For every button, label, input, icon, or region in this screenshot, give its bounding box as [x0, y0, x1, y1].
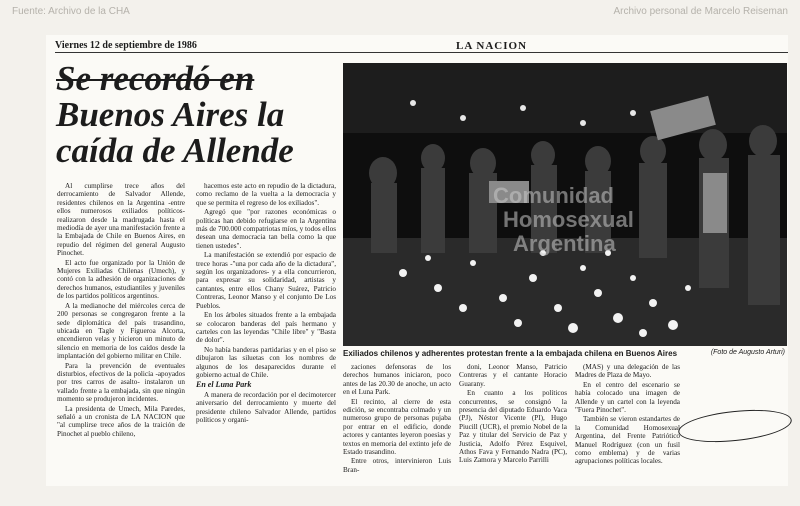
masthead-rule	[55, 52, 788, 53]
paragraph: A la medianoche del miércoles cerca de 200 personas se congregaron frente a la sede diplomática del país trasandino, ubicada en Tagle y Figueroa Alcorta, encendieron velas y hicieron un minuto de silencio en memoria de los caídos desde la implantación del gobierno militar en Chile.	[57, 301, 185, 361]
paragraph: Agregó que "por razones económicas o políticas han debido refugiarse en la Argentina más de 700.000 compatriotas míos, y todos ellos desean una democracia tan bella como la que tienen ustedes".	[196, 208, 336, 250]
paragraph: Al cumplirse trece años del derrocamiento de Salvador Allende, residentes chilenos en la Argentina -entre ellos numerosos exiliados políticos- realizaron desde la madrugada hasta el mediodía de ayer una manifestación frente a la Embajada de Chile en Buenos Aires, en repudio del régimen del general Augusto Pinochet.	[57, 182, 185, 258]
highlight-circle	[677, 405, 794, 447]
headline-line: caída de Allende	[56, 131, 294, 170]
headline-line: Buenos Aires la	[56, 95, 285, 134]
newspaper-name: LA NACION	[456, 40, 528, 52]
masthead-date: Viernes 12 de septiembre de 1986	[55, 40, 197, 51]
newspaper-clipping	[46, 35, 788, 486]
paragraph: (MAS) y una delegación de las Madres de Plaza de Mayo.	[575, 363, 680, 380]
article-column	[459, 363, 567, 466]
paragraph: En cuanto a los políticos concurrentes, se consignó la presencia del diputado Eduardo Vaca (PJ), Néstor Vicente (PI), Hugo Piucill (UCR), el premio Nobel de la Paz y titular del Servicio de Paz y Justicia, Adolfo Pérez Esquivel, Athos Fava y Fernando Nadra (PC), Luis Zamora y Marcelo Parrilli	[459, 389, 567, 465]
headline	[56, 61, 336, 169]
article-column	[343, 363, 451, 475]
headline-line: Se recordó en	[56, 59, 255, 98]
source-watermark: Fuente: Archivo de la CHA	[12, 6, 130, 17]
article-column	[196, 182, 336, 425]
protest-photo	[343, 63, 787, 346]
paragraph: A manera de recordación por el decimotercer aniversario del derrocamiento y muerte del presidente chileno Salvador Allende, partidos políticos y organi-	[196, 390, 336, 424]
archive-watermark: Archivo personal de Marcelo Reiseman	[613, 6, 788, 17]
caption-text: Exiliados chilenos y adherentes protestan frente a la embajada chilena en Buenos Aires	[343, 349, 678, 358]
paragraph: El recinto, al cierre de esta edición, se encontraba colmado y un numeroso grupo de personas pujaba por entrar en el edificio, donde actores y cantantes leyeron poesías y textos en memoria del extinto jefe de Estado trasandino.	[343, 397, 451, 457]
subheading: En el Luna Park	[196, 380, 252, 390]
paragraph: En el centro del escenario se había colocado una imagen de Allende y un cartel con la leyenda "Fuera Pinochet".	[575, 380, 680, 415]
photo-credit: (Foto de Augusto Arturi)	[710, 349, 785, 356]
paragraph: zaciones defensoras de los derechos humanos iniciaron, poco antes de las 20.30 de anoche, un acto en el Luna Park.	[343, 363, 451, 397]
article-column	[57, 182, 185, 439]
photo-watermark: Homosexual	[503, 207, 634, 232]
photo-watermark: Argentina	[513, 231, 616, 256]
paragraph: La presidenta de Umech, Mila Paredes, señaló a un cronista de LA NACION que "al cumplirse trece años de la traición de Pinochet al pueblo chileno,	[57, 404, 185, 438]
paragraph: hacemos este acto en repudio de la dictadura, como reclamo de la vuelta a la democracia y que se permita el regreso de los exiliados".	[196, 182, 336, 207]
paragraph: También se vieron estandartes de la Comunidad Homosexual Argentina, del Frente Patriótico Manuel Rodríguez (con un fusil como emblema) y de varias agrupaciones políticas locales.	[575, 415, 680, 466]
paragraph: Entre otros, intervinieron Luis Bran-	[343, 457, 451, 474]
paragraph: La manifestación se extendió por espacio de trece horas -"una por cada año de la dictadura", según los organizadores- y a ella concurrieron, para expresar su solidaridad, artistas y cantantes, entre ellos Chany Suárez, Patricio Contreras, Leonor Manso y el conjunto De Los Pueblos.	[196, 251, 336, 310]
paragraph: El acto fue organizado por la Unión de Mujeres Exiliadas Chilenas (Umech), y contó con la adhesión de organizaciones de derechos humanos, estudiantiles y juveniles de los partidos políticos argentinos.	[57, 258, 185, 301]
photo-watermark: Comunidad	[493, 183, 614, 208]
paragraph: Para la prevención de eventuales disturbios, efectivos de la policía -apoyados por tres carros de asalto- instalaron un vallado frente a la embajada, sin que ningún momento se produjeron incidentes.	[57, 361, 185, 404]
paragraph: En los árboles situados frente a la embajada se colocaron banderas del país hermano y carteles con las leyendas "Chile libre" y "Basta de dolor".	[196, 311, 336, 345]
paragraph: doni, Leonor Manso, Patricio Contreras y el cantante Horacio Guarany.	[459, 363, 567, 388]
article-column	[575, 363, 680, 467]
paragraph: No había banderas partidarias y en el piso se dibujaron las siluetas con los nombres de algunos de los desaparecidos durante el gobierno actual de Chile.	[196, 345, 336, 379]
photo-caption	[343, 349, 787, 358]
